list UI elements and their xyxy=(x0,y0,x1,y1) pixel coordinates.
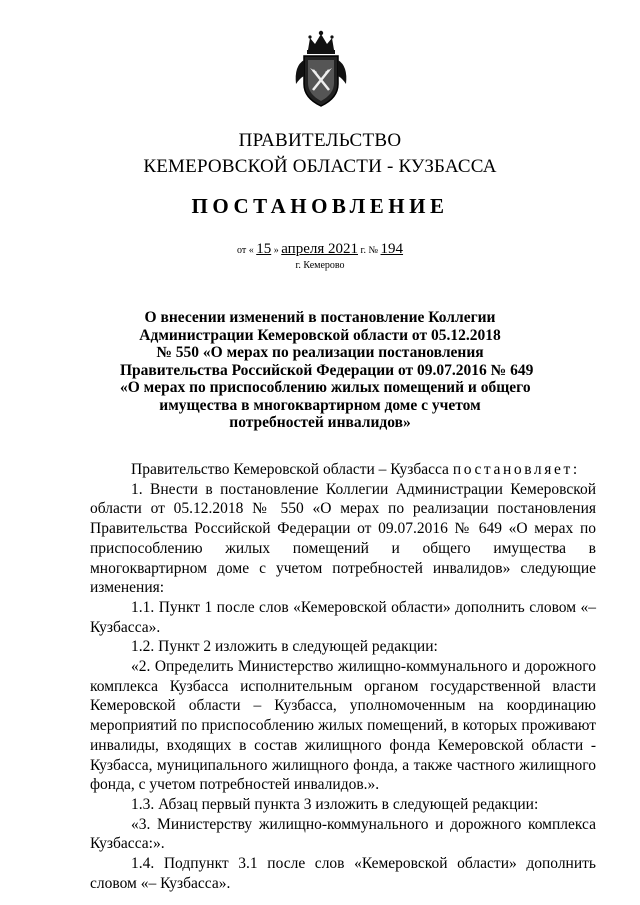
document-body xyxy=(90,460,596,893)
intro-text: Правительство Кемеровской области – Кузбасса xyxy=(131,461,449,478)
date-quote-close: » xyxy=(273,245,279,256)
body-paragraph: 1.2. Пункт 2 изложить в следующей редакции: xyxy=(131,638,438,656)
date-year-suffix: г. xyxy=(360,245,366,256)
document-type-title: ПОСТАНОВЛЕНИЕ xyxy=(191,194,449,218)
org-name-line1: ПРАВИТЕЛЬСТВО xyxy=(238,130,402,151)
intro-decree-word: постановляет: xyxy=(452,461,580,478)
subject-line: О внесении изменений в постановление Коллегии xyxy=(144,309,496,326)
date-month-year: апреля 2021 xyxy=(281,241,358,257)
body-paragraph: «3. Министерству жилищно-коммунального и дорожного комплекса Кузбасса:». xyxy=(90,815,596,853)
body-paragraph: 1. Внести в постановление Коллегии Администрации Кемеровской области от 05.12.2018 № 550 «О мерах по реализации постановления Правительства Российской Федерации от 09.07.2016 № 649 «О мерах по приспособлению жилых помещений и общего имущества в многоквартирном доме с учетом потребностей инвалидов» следующие изменения: xyxy=(90,480,596,597)
subject-line: Администрации Кемеровской области от 05.12.2018 xyxy=(139,326,501,344)
date-day: 15 xyxy=(256,241,272,257)
date-from-label: от « xyxy=(236,245,254,256)
number-label: № xyxy=(368,245,379,256)
subject-line: № 550 «О мерах по реализации постановления xyxy=(156,344,484,361)
subject-line: имущества в многоквартирном доме с учетом xyxy=(159,396,481,414)
coat-of-arms-icon xyxy=(294,28,348,110)
org-name-line2: КЕМЕРОВСКОЙ ОБЛАСТИ - КУЗБАССА xyxy=(143,156,497,177)
body-paragraph: 1.3. Абзац первый пункта 3 изложить в следующей редакции: xyxy=(131,795,539,813)
document-number: 194 xyxy=(380,241,404,257)
body-paragraph: 1.1. Пункт 1 после слов «Кемеровской области» дополнить словом «– Кузбасса». xyxy=(90,598,596,636)
body-paragraph: 1.4. Подпункт 3.1 после слов «Кемеровской области» дополнить словом «– Кузбасса». xyxy=(90,855,596,892)
intro-paragraph xyxy=(90,460,596,480)
body-paragraph: «2. Определить Министерство жилищно-коммунального и дорожного комплекса Кузбасса исполнительным органом государственной власти Кемеровской области – Кузбасса, уполномоченным на координацию мероприятий по приспособлению жилых помещений, в которых проживают инвалиды, входящих в состав жилищного фонда Кемеровской области - Кузбасса, муниципального жилищного фонда, а также частного жилищного фонда, с учетом потребностей инвалидов.». xyxy=(90,658,596,794)
subject-line: потребностей инвалидов» xyxy=(229,414,411,431)
date-number-line xyxy=(0,241,640,258)
document-subject xyxy=(120,309,534,432)
city-label: г. Кемерово xyxy=(295,260,345,271)
subject-line: «О мерах по приспособлению жилых помещений и общего xyxy=(120,379,531,396)
subject-line: Правительства Российской Федерации от 09.07.2016 № 649 xyxy=(120,361,534,379)
